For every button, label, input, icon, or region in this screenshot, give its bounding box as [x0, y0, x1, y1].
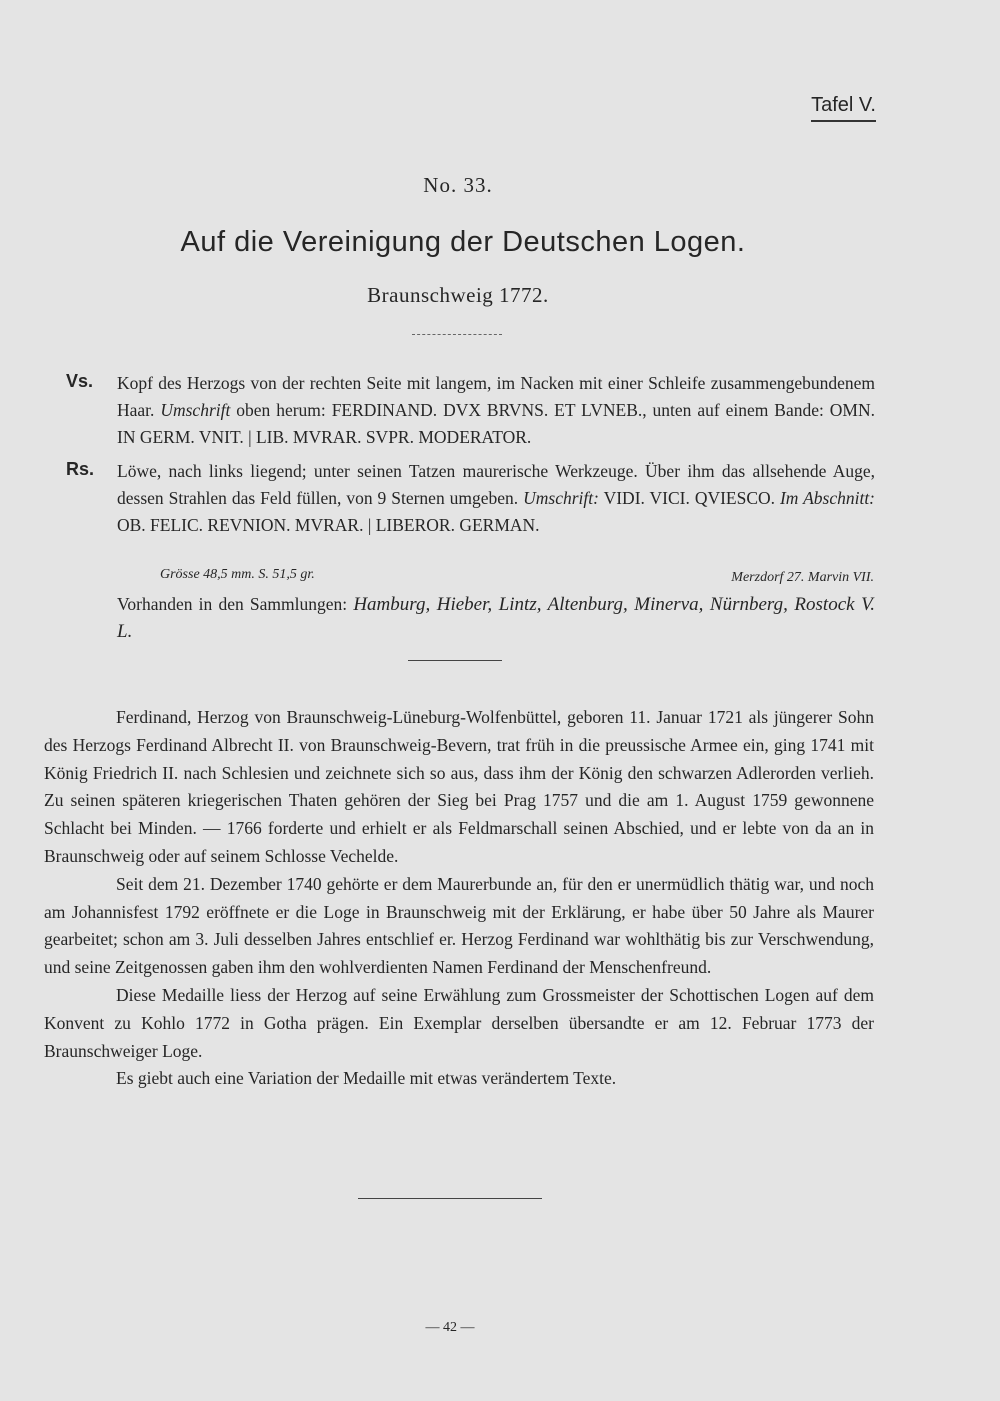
paragraph-variation: Es giebt auch eine Variation der Medaille mit etwas verändertem Texte.: [116, 1068, 617, 1089]
collections-label: Vorhanden in den Sammlungen:: [117, 594, 348, 614]
reverse-umschrift-label: Umschrift:: [523, 488, 599, 508]
medal-title: Auf die Vereinigung der Deutschen Logen.: [180, 226, 746, 258]
obverse-text-1: Kopf des Herzogs von der rechten Seite mit langem, im Nacken mit einer Schleife zusammengebundenem Haar.: [117, 373, 875, 420]
reverse-description: [117, 458, 875, 539]
obverse-umschrift-label: Umschrift: [160, 400, 231, 420]
paragraph-biography: Ferdinand, Herzog von Braunschweig-Lüneburg-Wolfenbüttel, geboren 11. Januar 1721 als jüngerer Sohn des Herzogs Ferdinand Albrecht II. von Braunschweig-Bevern, trat früh in die preussische Armee ein, ging 1741 mit König Friedrich II. nach Schlesien und zeichnete sich so aus, dass ihm der König den schwarzen Adlerorden verlieh. Zu seinen späteren kriegerischen Thaten gehören der Sieg bei Prag 1757 und die am 1. August 1759 gewonnene Schlacht bei Minden. — 1766 forderte und erhielt er als Feldmarschall seinen Abschied, und er lebte von da an in Braunschweig oder auf seinem Schlosse Vechelde.: [44, 707, 874, 866]
size-weight: Grösse 48,5 mm. S. 51,5 gr.: [160, 567, 315, 582]
reverse-text-3: OB. FELIC. REVNION. MVRAR. | LIBEROR. GERMAN.: [117, 515, 540, 535]
body-text: [44, 704, 874, 1093]
medal-number: No. 33.: [423, 173, 493, 197]
section-divider: [408, 660, 502, 661]
paragraph-freemasonry: Seit dem 21. Dezember 1740 gehörte er dem Maurerbunde an, für den er unermüdlich thätig war, und noch am Johannisfest 1792 eröffnete er die Loge in Braunschweig mit der Erklärung, er habe über 50 Jahre als Maurer gearbeitet; schon am 3. Juli desselben Jahres entschlief er. Herzog Ferdinand war wohlthätig bis zur Verschwendung, und seine Zeitgenossen gaben ihm den wohlverdienten Namen Ferdinand der Menschenfreund.: [44, 873, 874, 978]
reverse-text-2: VIDI. VICI. QVIESCO.: [603, 488, 776, 508]
medal-place-year: Braunschweig 1772.: [367, 283, 549, 307]
references: Merzdorf 27. Marvin VII.: [731, 570, 874, 585]
reverse-abschnitt-label: Im Abschnitt:: [779, 488, 876, 508]
obverse-label: Vs.: [66, 371, 94, 391]
collections-line: [117, 591, 875, 645]
paragraph-medal-origin: Diese Medaille liess der Herzog auf seine Erwählung zum Grossmeister der Schottischen Logen auf dem Konvent zu Kohlo 1772 in Gotha prägen. Ein Exemplar derselben übersandte er am 12. Februar 1773 der Braunschweiger Loge.: [44, 984, 874, 1061]
reverse-label: Rs.: [66, 459, 95, 479]
obverse-text-2: oben herum: FERDINAND. DVX BRVNS. ET LVNEB., unten auf einem Bande: OMN. IN GERM. VNIT. | LIB. MVRAR. SVPR. MODERATOR.: [117, 400, 875, 447]
collections-list: Hamburg, Hieber, Lintz, Altenburg, Minerva, Nürnberg, Rostock V. L.: [117, 594, 876, 642]
plate-label: Tafel V.: [811, 94, 876, 122]
end-divider: [358, 1198, 542, 1199]
reverse-text-1: Löwe, nach links liegend; unter seinen Tatzen maurerische Werkzeuge. Über ihm das allsehende Auge, dessen Strahlen das Feld füllen, von 9 Sternen umgeben.: [117, 461, 875, 508]
ornamental-divider: [412, 334, 502, 337]
obverse-description: [117, 370, 875, 451]
page-number: — 42 —: [425, 1320, 475, 1335]
